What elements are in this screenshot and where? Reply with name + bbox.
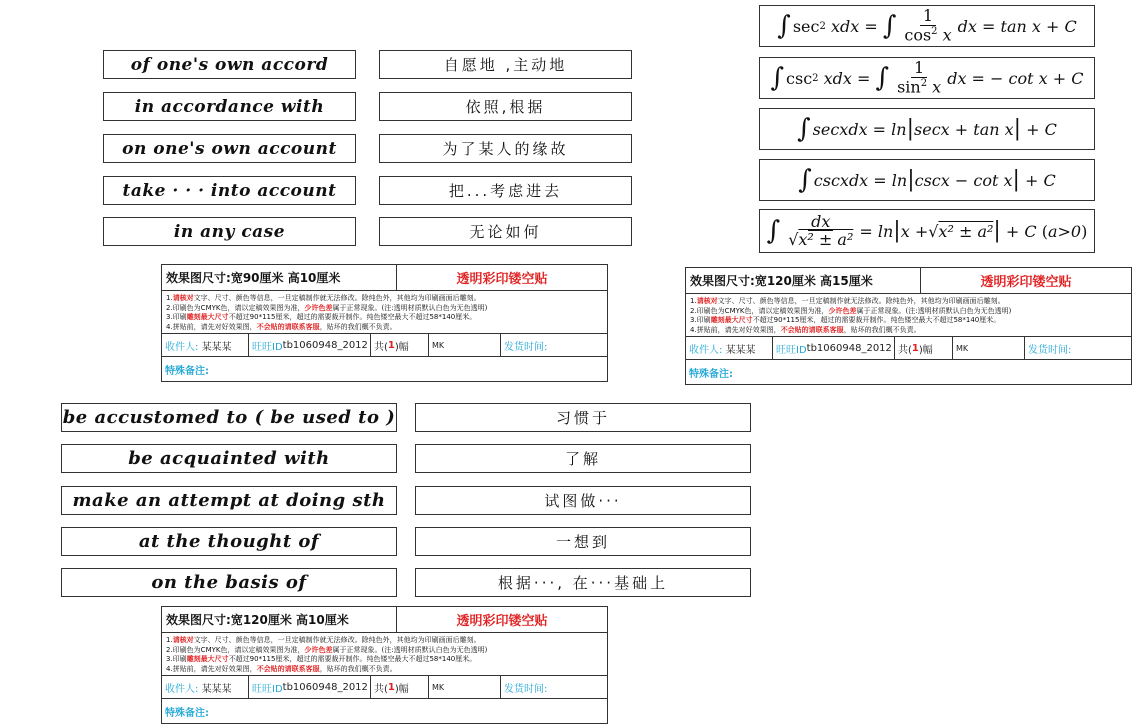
phrase-zh-9: 一想到 bbox=[415, 527, 751, 556]
phrase-en-10: on the basis of bbox=[61, 568, 397, 597]
phrase-en-5: in any case bbox=[103, 217, 356, 246]
order-card-3: 效果图尺寸: 宽120厘米 高10厘米 透明彩印镂空贴 1.请核对文字、尺寸、颜色等信息，一旦定稿制作就无法修改。除纯色外，其他均为印刷画面后雕刻。 2.印刷色为CMYK色，请以定稿效果图为准，少许色差属于正常现象。(注:透明材质默认白色为无色透明) 3.印刷雕刻最大尺寸不超过90*115厘米，超过的需要裁开制作。纯色镂空最大不超过58*140厘米。 4.拼贴前，请先对好效果图，不会贴的请联系客服，贴坏的我们概不负责。 收件人: 某某某 旺旺ID tb1060948_2012 共( 1 )幅 MK 发货时间: 特殊备注: bbox=[161, 606, 608, 724]
ship-time-cell: 发货时间: bbox=[1028, 344, 1072, 356]
phrase-zh-8: 试图做··· bbox=[415, 486, 751, 515]
phrase-zh-4: 把...考虑进去 bbox=[379, 176, 632, 205]
ship-time-cell: 发货时间: bbox=[504, 341, 548, 353]
remark-row: 特殊备注: bbox=[689, 368, 733, 380]
count-cell: 共( 1 )幅 bbox=[371, 334, 429, 356]
card-title: 透明彩印镂空贴 bbox=[456, 272, 548, 287]
count-cell: 共( 1 )幅 bbox=[895, 337, 953, 359]
phrase-zh-7: 了解 bbox=[415, 444, 751, 473]
recipient-cell: 收件人: 某某某 bbox=[686, 337, 773, 359]
mk-cell: MK bbox=[429, 676, 501, 698]
formula-box-5: ∫ $\frac{dx}{\text{√x² ± a²}}$ = ln | x + √ x² ± a² | + C ( a>0 ) bbox=[759, 209, 1095, 253]
phrase-zh-3: 为了某人的缘故 bbox=[379, 134, 632, 163]
card-notes: 1.请核对文字、尺寸、颜色等信息，一旦定稿制作就无法修改。除纯色外，其他均为印刷画面后雕刻。 2.印刷色为CMYK色，请以定稿效果图为准，少许色差属于正常现象。(注:透明材质默认白色为无色透明) 3.印刷雕刻最大尺寸不超过90*115厘米，超过的需要裁开制作。纯色镂空最大不超过58*140厘米。 4.拼贴前，请先对好效果图，不会贴的请联系客服，贴坏的我们概不负责。 bbox=[162, 291, 607, 334]
ship-time-cell: 发货时间: bbox=[504, 683, 548, 695]
phrase-zh-10: 根据···, 在···基础上 bbox=[415, 568, 751, 597]
phrase-en-3: on one's own account bbox=[103, 134, 356, 163]
count-cell: 共( 1 )幅 bbox=[371, 676, 429, 698]
remark-row: 特殊备注: bbox=[165, 707, 209, 719]
phrase-en-9: at the thought of bbox=[61, 527, 397, 556]
remark-row: 特殊备注: bbox=[165, 365, 209, 377]
card-title: 透明彩印镂空贴 bbox=[456, 614, 548, 629]
wangwang-cell: 旺旺ID tb1060948_2012 bbox=[773, 337, 895, 359]
phrase-zh-5: 无论如何 bbox=[379, 217, 632, 246]
formula-box-2: ∫ csc 2 xdx = ∫ $\frac{1}{\sin^2 x}$ dx = − cot x + C bbox=[759, 57, 1095, 99]
phrase-zh-2: 依照,根据 bbox=[379, 92, 632, 121]
card-notes: 1.请核对文字、尺寸、颜色等信息，一旦定稿制作就无法修改。除纯色外，其他均为印刷画面后雕刻。 2.印刷色为CMYK色，请以定稿效果图为准，少许色差属于正常现象。(注:透明材质默认白色为无色透明) 3.印刷雕刻最大尺寸不超过90*115厘米，超过的需要裁开制作。纯色镂空最大不超过58*140厘米。 4.拼贴前，请先对好效果图，不会贴的请联系客服，贴坏的我们概不负责。 bbox=[686, 294, 1131, 337]
phrase-en-2: in accordance with bbox=[103, 92, 356, 121]
formula-box-3: ∫ secxdx = ln | secx + tan x | + C bbox=[759, 108, 1095, 150]
phrase-en-7: be acquainted with bbox=[61, 444, 397, 473]
phrase-zh-1: 自愿地 ,主动地 bbox=[379, 50, 632, 79]
wangwang-cell: 旺旺ID tb1060948_2012 bbox=[249, 676, 371, 698]
formula-box-1: ∫ sec 2 xdx = ∫ $\frac{1}{\cos^2 x}$ dx = tan x + C bbox=[759, 5, 1095, 47]
phrase-en-8: make an attempt at doing sth bbox=[61, 486, 397, 515]
recipient-cell: 收件人: 某某某 bbox=[162, 334, 249, 356]
card-notes: 1.请核对文字、尺寸、颜色等信息，一旦定稿制作就无法修改。除纯色外，其他均为印刷画面后雕刻。 2.印刷色为CMYK色，请以定稿效果图为准，少许色差属于正常现象。(注:透明材质默认白色为无色透明) 3.印刷雕刻最大尺寸不超过90*115厘米，超过的需要裁开制作。纯色镂空最大不超过58*140厘米。 4.拼贴前，请先对好效果图，不会贴的请联系客服，贴坏的我们概不负责。 bbox=[162, 633, 607, 676]
mk-cell: MK bbox=[953, 337, 1025, 359]
mk-cell: MK bbox=[429, 334, 501, 356]
phrase-en-4: take · · · into account bbox=[103, 176, 356, 205]
order-card-1: 效果图尺寸: 宽90厘米 高10厘米 透明彩印镂空贴 1.请核对文字、尺寸、颜色等信息，一旦定稿制作就无法修改。除纯色外，其他均为印刷画面后雕刻。 2.印刷色为CMYK色，请以定稿效果图为准，少许色差属于正常现象。(注:透明材质默认白色为无色透明) 3.印刷雕刻最大尺寸不超过90*115厘米，超过的需要裁开制作。纯色镂空最大不超过58*140厘米。 4.拼贴前，请先对好效果图，不会贴的请联系客服，贴坏的我们概不负责。 收件人: 某某某 旺旺ID tb1060948_2012 共( 1 )幅 MK 发货时间: 特殊备注: bbox=[161, 264, 608, 382]
recipient-cell: 收件人: 某某某 bbox=[162, 676, 249, 698]
formula-box-4: ∫ cscxdx = ln | cscx − cot x | + C bbox=[759, 159, 1095, 201]
phrase-en-1: of one's own accord bbox=[103, 50, 356, 79]
phrase-en-6: be accustomed to ( be used to ) bbox=[61, 403, 397, 432]
order-card-2: 效果图尺寸: 宽120厘米 高15厘米 透明彩印镂空贴 1.请核对文字、尺寸、颜色等信息，一旦定稿制作就无法修改。除纯色外，其他均为印刷画面后雕刻。 2.印刷色为CMYK色，请以定稿效果图为准，少许色差属于正常现象。(注:透明材质默认白色为无色透明) 3.印刷雕刻最大尺寸不超过90*115厘米，超过的需要裁开制作。纯色镂空最大不超过58*140厘米。 4.拼贴前，请先对好效果图，不会贴的请联系客服，贴坏的我们概不负责。 收件人: 某某某 旺旺ID tb1060948_2012 共( 1 )幅 MK 发货时间: 特殊备注: bbox=[685, 267, 1132, 385]
phrase-zh-6: 习惯于 bbox=[415, 403, 751, 432]
card-title: 透明彩印镂空贴 bbox=[980, 275, 1072, 290]
wangwang-cell: 旺旺ID tb1060948_2012 bbox=[249, 334, 371, 356]
